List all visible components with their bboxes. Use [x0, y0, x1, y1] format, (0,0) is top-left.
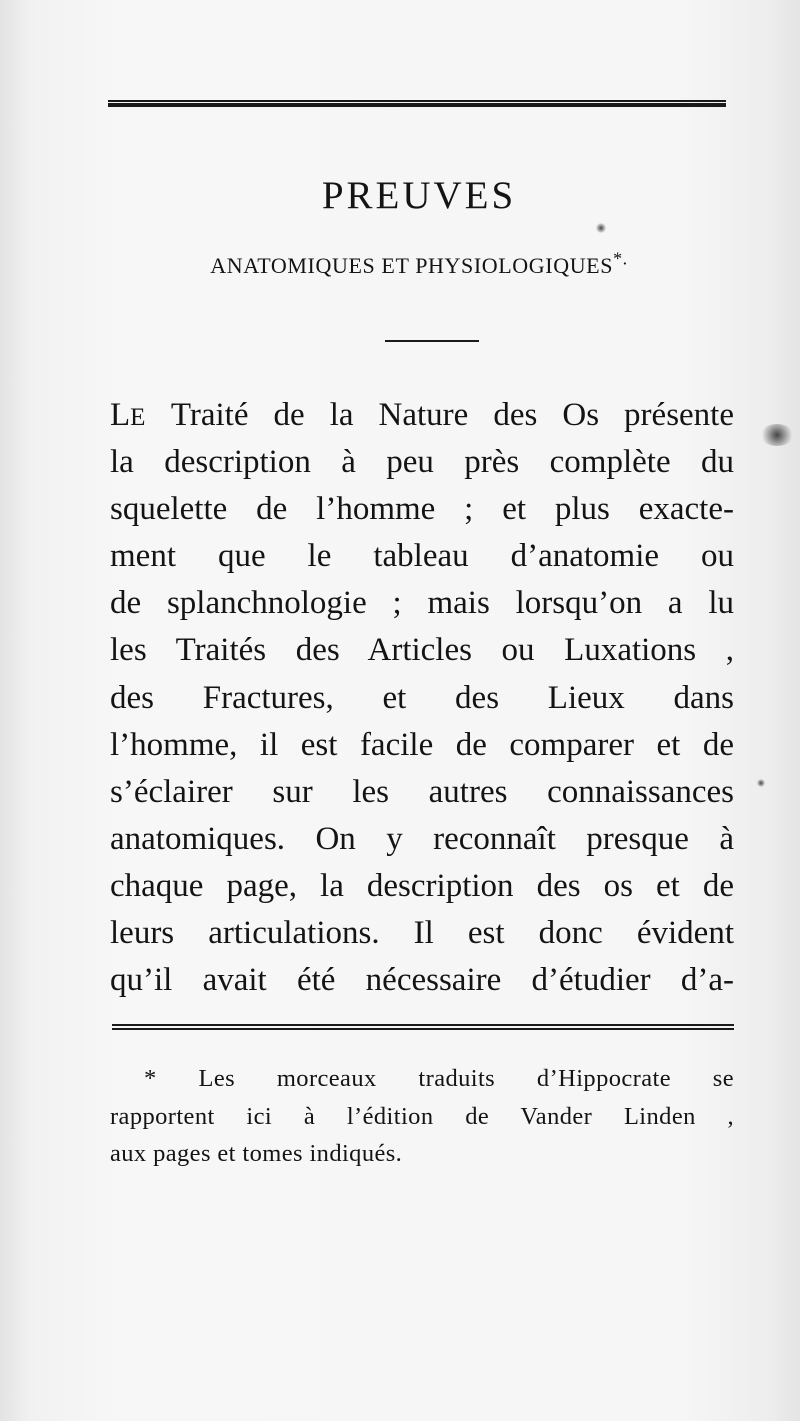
- body-line-text: Traité de la Nature des Os présente: [146, 397, 734, 433]
- footnote-line: * Les morceaux traduits d’Hippocrate se: [144, 1065, 734, 1092]
- body-paragraph: [110, 392, 734, 1004]
- page-subtitle: [0, 248, 800, 281]
- section-divider: [385, 340, 479, 342]
- ink-dot: [596, 223, 606, 233]
- footnote-line: rapportent ici à l’édition de Vander Linden ,: [110, 1102, 734, 1130]
- footnote: [110, 1060, 734, 1173]
- page-title: PREUVES: [321, 174, 517, 217]
- body-line: des Fractures, et des Lieux dans: [110, 679, 734, 716]
- body-line: la description à peu près complète du: [110, 444, 734, 481]
- body-line: leurs articulations. Il est donc évident: [110, 915, 734, 952]
- lead-capital: L: [110, 397, 131, 433]
- body-line: les Traités des Articles ou Luxations ,: [110, 632, 734, 669]
- subtitle-text: ANATOMIQUES ET PHYSIOLOGIQUES: [210, 253, 614, 278]
- body-line: [110, 392, 734, 439]
- subtitle-footnote-mark: *.: [613, 248, 628, 269]
- top-double-rule: [108, 100, 726, 107]
- body-line: s’éclairer sur les autres connaissances: [110, 773, 734, 810]
- lead-small-cap: E: [130, 404, 147, 431]
- footnote-line: aux pages et tomes indiqués.: [110, 1140, 403, 1167]
- body-line: chaque page, la description des os et de: [110, 867, 734, 904]
- body-line: anatomiques. On y reconnaît presque à: [110, 820, 734, 857]
- body-line: de splanchnologie ; mais lorsqu’on a lu: [110, 585, 734, 622]
- body-line: squelette de l’homme ; et plus exacte-: [110, 491, 734, 528]
- ink-dot: [757, 779, 765, 787]
- body-line: qu’il avait été nécessaire d’étudier d’a-: [110, 962, 734, 999]
- footnote-separator-rule: [112, 1024, 734, 1030]
- ink-blot: [760, 424, 794, 446]
- body-line: ment que le tableau d’anatomie ou: [110, 538, 734, 575]
- body-line: l’homme, il est facile de comparer et de: [110, 726, 734, 763]
